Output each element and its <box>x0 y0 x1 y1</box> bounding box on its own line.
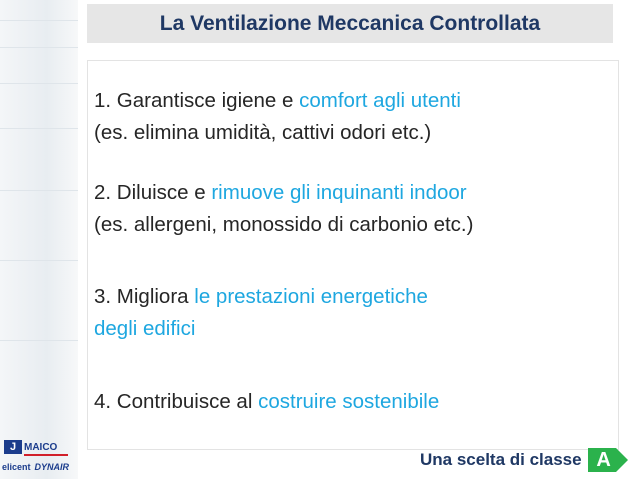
point-1-prefix: 1. Garantisce igiene e <box>94 89 300 112</box>
point-3-line-2: degli edifici <box>94 317 196 340</box>
energy-class-arrow-icon <box>588 448 628 472</box>
point-1-highlight: comfort agli utenti <box>299 89 461 112</box>
point-4-line-1 <box>94 386 439 418</box>
point-3-highlight: le prestazioni energetiche <box>194 285 428 308</box>
content-panel <box>87 60 619 450</box>
point-1-line-1 <box>94 85 461 117</box>
maico-logo-mark: J <box>4 440 22 454</box>
dynair-logo: DYNAIR <box>34 462 70 472</box>
elicent-logo: elicent <box>2 462 31 472</box>
point-2-line-1 <box>94 177 473 209</box>
slogan-text: Una scelta di classe <box>420 450 582 469</box>
point-2 <box>94 177 473 241</box>
point-4-highlight: costruire sostenibile <box>258 390 440 413</box>
point-3 <box>94 281 428 345</box>
partner-logos <box>2 460 69 474</box>
point-2-line-2: (es. allergeni, monossido di carbonio etc.) <box>94 213 474 236</box>
point-4-prefix: 4. Contribuisce al <box>94 390 259 413</box>
point-4 <box>94 386 439 418</box>
point-3-line-1 <box>94 281 428 313</box>
point-1 <box>94 85 461 149</box>
point-2-highlight: rimuove gli inquinanti indoor <box>211 181 467 204</box>
point-2-prefix: 2. Diluisce e <box>94 181 212 204</box>
slide-title: La Ventilazione Meccanica Controllata <box>159 11 541 35</box>
class-letter: A <box>596 449 611 471</box>
decorative-left-strip <box>0 0 78 479</box>
maico-logo-text: MAICO <box>24 441 58 453</box>
title-bar <box>87 4 613 43</box>
point-1-line-2: (es. elimina umidità, cattivi odori etc.) <box>94 121 432 144</box>
class-badge <box>420 447 628 473</box>
maico-logo <box>4 438 70 456</box>
point-3-prefix: 3. Migliora <box>94 285 195 308</box>
